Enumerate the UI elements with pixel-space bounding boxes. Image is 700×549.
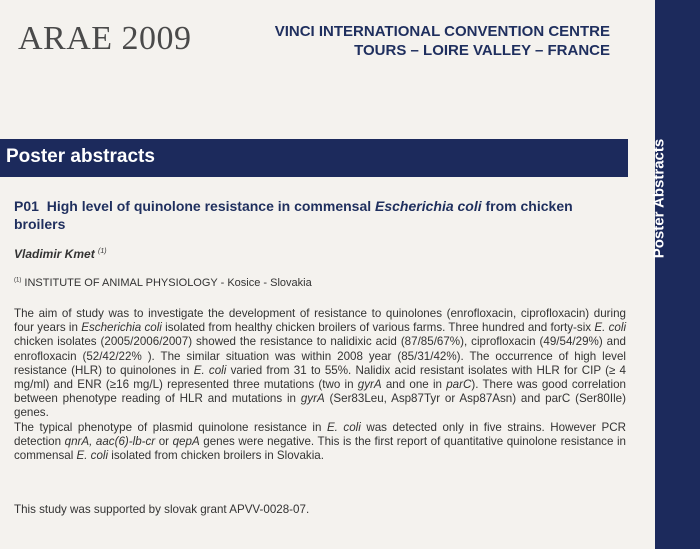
side-tab (655, 0, 700, 549)
author-name: Vladimir Kmet (14, 247, 95, 261)
abstract-paragraph-2 (14, 421, 626, 464)
italic-run: E. coli (326, 420, 361, 434)
italic-run: qepA (172, 434, 200, 448)
affiliation-marker: (1) (14, 277, 22, 284)
title-organism: Escherichia coli (375, 198, 482, 214)
abstract-code: P01 (14, 198, 39, 214)
title-part-2: from chicken broilers (14, 198, 573, 232)
title-part-1: High level of quinolone resistance in commensal (46, 198, 376, 214)
italic-run: E. coli (594, 321, 627, 335)
text-run: The aim of study was to investigate the development of resistance to quinolones (enrofloxacin, ciprofloxacin) during four years in (14, 307, 626, 335)
affiliation (14, 277, 312, 289)
affiliation-text: INSTITUTE OF ANIMAL PHYSIOLOGY - Kosice - Slovakia (24, 277, 312, 289)
venue-line-2: TOURS – LOIRE VALLEY – FRANCE (354, 42, 610, 59)
venue-line-1: VINCI INTERNATIONAL CONVENTION CENTRE (274, 23, 610, 40)
italic-run: qnrA, aac(6)-lb-cr (64, 434, 156, 448)
abstract-title (14, 197, 626, 233)
section-banner (0, 139, 628, 177)
text-run: ). There was good correlation between phenotype reading of HLR and mutations in (14, 378, 626, 406)
author-affiliation-marker: (1) (98, 248, 107, 255)
abstract-paragraph-1 (14, 307, 626, 421)
grant-acknowledgement: This study was supported by slovak grant APVV-0028-07. (14, 503, 310, 516)
side-tab-text: Poster Abstracts (650, 138, 668, 259)
text-run: isolated from healthy chicken broilers of various farms. Three hundred and forty-six (161, 321, 595, 335)
italic-run: E. coli (76, 449, 109, 463)
text-run: isolated from chicken broilers in Slovakia. (108, 449, 324, 463)
text-run: chicken isolates (2005/2006/2007) showed the resistance to nalidixic acid (87/85/67%), ciprofloxacin (49/54/29%) and enrofloxacin (52/42/22% ). The similar situation was within 2008 year (85/31/42%). The occurrence of high level resistance (HLR) to quinolones in (14, 335, 626, 377)
text-run: or (155, 434, 173, 448)
italic-run: gyrA (357, 378, 382, 392)
italic-run: gyrA (300, 392, 325, 406)
section-title: Poster abstracts (6, 146, 155, 167)
italic-run: E. coli (193, 363, 227, 377)
italic-run: Escherichia coli (81, 321, 162, 335)
side-tab-label (650, 138, 697, 259)
conference-logo: ARAE 2009 (18, 20, 192, 57)
text-run: was detected only in five strains. However PCR detection (14, 420, 627, 448)
italic-run: parC (446, 378, 472, 392)
text-run: The typical phenotype of plasmid quinolone resistance in (14, 420, 327, 434)
text-run: and one in (381, 378, 447, 392)
text-run: genes were negative. This is the first report of quantitative quinolone resistance in commensal (14, 434, 626, 463)
author (14, 247, 107, 261)
venue-heading (230, 22, 610, 60)
abstract-body (14, 307, 626, 463)
text-run: (Ser83Leu, Asp87Tyr or Asp87Asn) and parC (Ser80Ile) genes. (14, 392, 626, 420)
text-run: varied from 31 to 55%. Nalidix acid resistant isolates with HLR for CIP (≥ 4 mg/ml) and ENR (≥16 mg/L) represented three mutations (two in (14, 363, 626, 392)
